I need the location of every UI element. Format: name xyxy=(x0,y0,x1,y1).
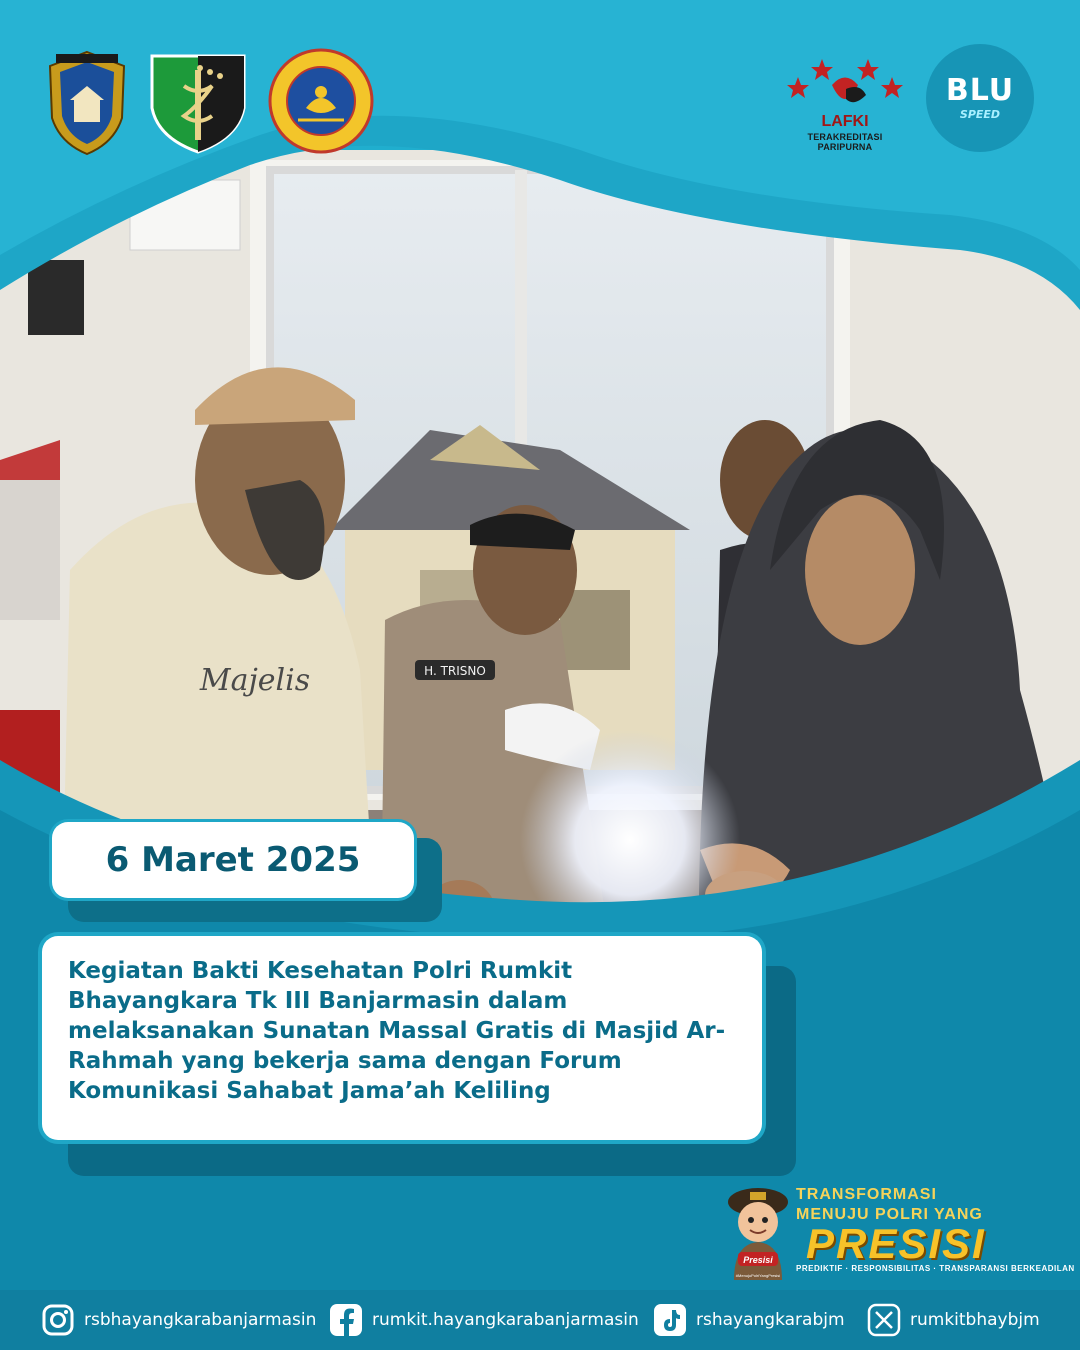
presisi-tagline: PREDIKTIF · RESPONSIBILITAS · TRANSPARANSI BERKEADILAN xyxy=(796,1264,1075,1273)
officer-name-tag: H. TRISNO xyxy=(424,664,486,678)
facebook-icon xyxy=(328,1302,364,1338)
police-badge-icon xyxy=(44,48,130,156)
lafki-logo xyxy=(780,55,910,152)
shirt-print: Majelis xyxy=(199,663,311,698)
social-instagram[interactable] xyxy=(40,1298,316,1342)
x-twitter-icon xyxy=(866,1302,902,1338)
presisi-branding xyxy=(720,1180,1075,1280)
lafki-title: LAFKI xyxy=(821,113,869,130)
tiktok-handle: rshayangkarabjm xyxy=(696,1310,845,1330)
blu-speed-logo xyxy=(926,44,1034,152)
blu-subtitle: SPEED xyxy=(959,107,1001,121)
event-caption: Kegiatan Bakti Kesehatan Polri Rumkit Bhayangkara Tk III Banjarmasin dalam melaksanakan Sunatan Massal Gratis di Masjid Ar-Rahmah yang bekerja sama dengan Forum Komunikasi Sahabat Jama’ah Keliling xyxy=(68,958,726,1104)
mascot-hashtag: #MenujuPolriYangPresisi xyxy=(735,1273,781,1278)
lafki-subtitle: TERAKREDITASI PARIPURNA xyxy=(807,132,883,152)
medical-caduceus-icon xyxy=(148,50,248,154)
presisi-line2: MENUJU POLRI YANG xyxy=(796,1206,983,1223)
rs-bhayangkara-emblem-icon xyxy=(268,48,374,154)
blu-title: BLU xyxy=(945,72,1015,108)
event-date: 6 Maret 2025 xyxy=(105,840,361,880)
mascot-label: Presisi xyxy=(743,1255,773,1265)
tiktok-icon xyxy=(652,1302,688,1338)
lafki-stars-icon xyxy=(780,55,910,115)
instagram-icon xyxy=(40,1302,76,1338)
police-mascot-icon xyxy=(720,1180,796,1280)
x-handle: rumkitbhaybjm xyxy=(910,1310,1040,1330)
caption-box xyxy=(42,936,762,1140)
social-tiktok[interactable] xyxy=(652,1298,845,1342)
facebook-handle: rumkit.hayangkarabanjarmasin xyxy=(372,1310,639,1330)
presisi-title: PRESISI xyxy=(806,1220,986,1267)
social-facebook[interactable] xyxy=(328,1298,639,1342)
instagram-handle: rsbhayangkarabanjarmasin xyxy=(84,1310,317,1330)
date-pill xyxy=(52,822,414,898)
social-x[interactable] xyxy=(866,1298,1040,1342)
presisi-line1: TRANSFORMASI xyxy=(796,1186,937,1203)
